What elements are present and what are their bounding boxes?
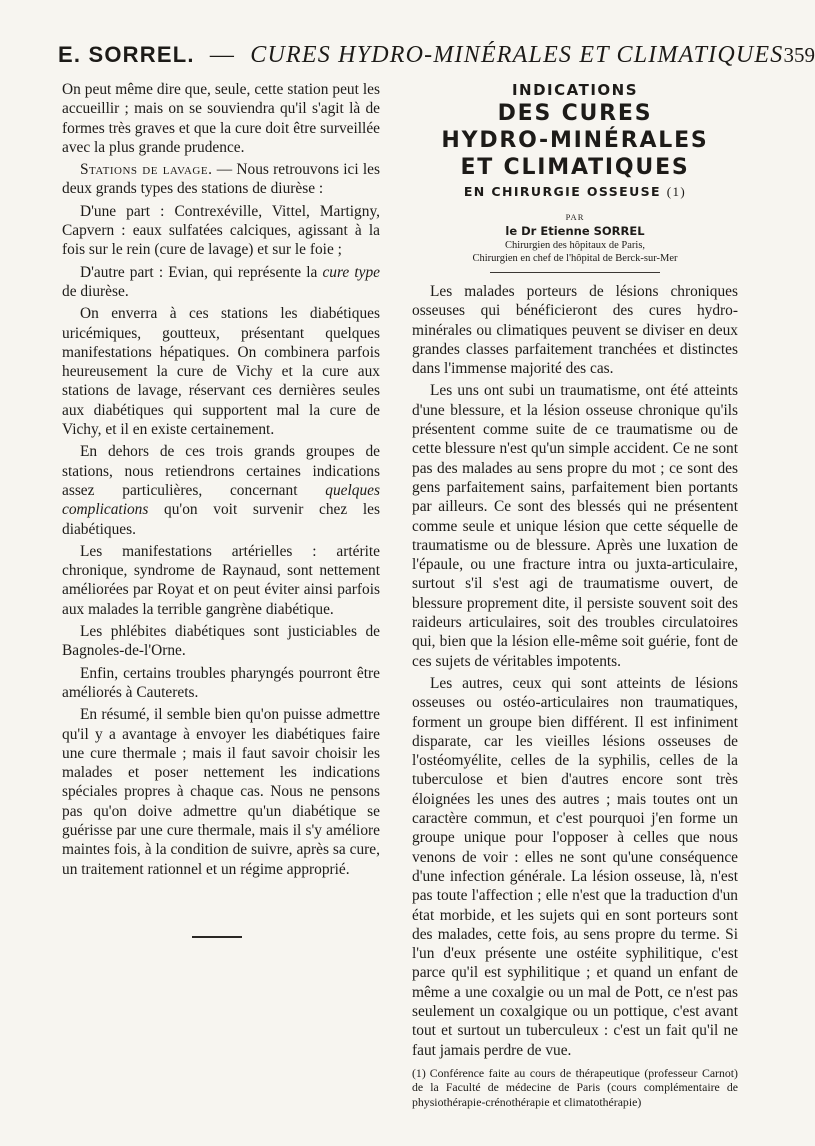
paragraph [62,442,380,538]
right-column [412,80,738,1109]
paragraph: Les manifestations artérielles : artérite chronique, syndrome de Raynaud, sont nettement améliorées par Royat et on peut éviter ainsi parfois aux malades la terrible gangrène diabétique. [62,542,380,618]
author-affiliation: Chirurgien en chef de l'hôpital de Berck-sur-Mer [472,253,678,264]
paragraph: Les malades porteurs de lésions chroniques osseuses qui bénéficieront des cures hydro-minérales ou climatiques peuvent se diviser en deux grandes classes parfaitement tranchées et distinctes dans l'immense majorité des cas. [412,283,738,378]
italic-term: cure type [322,263,380,281]
header-title: CURES HYDRO-MINÉRALES ET CLIMATIQUES [250,42,784,68]
byline-par: PAR [565,212,585,222]
header-separator: — [209,42,236,68]
paragraph-text: En dehors de ces trois grands groupes de stations, nous retiendrons certaines indications assez particulières, concernant [62,443,380,499]
subtitle-text: EN CHIRURGIE OSSEUSE [463,184,661,199]
title-line: HYDRO-MINÉRALES [441,128,709,153]
byline-rule [490,272,660,273]
paragraph: D'une part : Contrexéville, Vittel, Martigny, Capvern : eaux sulfatées calciques, agissant à la fois sur le rein (cure de lavage) et sur le foie ; [62,202,380,259]
running-title [58,42,783,69]
paragraph: Les phlébites diabétiques sont justiciables de Bagnoles-de-l'Orne. [62,623,380,660]
paragraph: Les uns ont subi un traumatisme, ont été atteints d'une blessure, et la lésion osseuse chronique qu'ils présentent comme suite de ce traumatisme ou de cette blessure n'est qu'un simple accident. Ce ne sont pas des malades au sens propre du mot ; ce sont des gens parfaitement sains, parfaitement bien portants par ailleurs. Ce sont des blessés qui ne présentent comme seule et unique lésion que cette séquelle de traumatisme ou de blessure. Après une luxation de l'épaule, ou une fracture intra ou juxta-articulaire, surtout s'il s'est agi de traumatisme ouvert, de blessure proprement dite, il persiste souvent soit des raideurs articulaires, soit des troubles circulatoires qui, bien que la lésion elle-même soit guérie, font de ces sujets de véritables impotents. [412,382,738,670]
paragraph [62,160,380,199]
paragraph-text: — Nous retrouvons ici les deux grands types des stations de diurèse : [62,161,380,198]
author-name: le Dr Etienne SORREL [505,224,645,238]
paragraph [62,263,380,302]
paragraph-text: D'autre part : Evian, qui représente la [80,263,323,281]
byline [412,211,738,265]
paragraph-text: qu'on voit survenir chez les diabétiques. [62,501,380,538]
left-column [62,80,380,879]
paragraph: En résumé, il semble bien qu'on puisse admettre qu'il y a avantage à envoyer les diabétiques faire une cure thermale ; mais il faut savoir choisir les malades et poser nettement les indications spéciales propres à chaque cas. Nous ne pensons pas qu'on doive admettre qu'un diabétique se guérisse par une cure thermale, mais il s'y améliore maintes fois, à la condition de suivre, après sa cure, un traitement rationnel et un régime approprié. [62,706,380,878]
paragraph: On peut même dire que, seule, cette station peut les accueillir ; mais on se souviendra qu'il s'agit là de formes très graves et que la cure doit être surveillée avec la plus grande prudence. [62,81,380,156]
title-line: ET CLIMATIQUES [460,155,690,180]
header-author: E. SORREL. [58,42,195,67]
paragraph: Enfin, certains troubles pharyngés pourront être améliorés à Cauterets. [62,664,380,701]
running-header [58,42,815,76]
end-rule-wrap [62,888,380,938]
paragraph-text: de diurèse. [62,282,129,300]
article-subtitle [412,183,738,201]
footnote [412,1066,738,1110]
italic-term: quelques complications [62,481,380,519]
page-number: 359 [783,43,815,67]
footnote-mark: (1) [412,1065,426,1080]
title-line: DES CURES [497,101,653,126]
article-end-rule [192,936,242,938]
title-kicker: INDICATIONS [511,81,639,99]
section-lead: Stations de lavage. [80,161,213,179]
footnote-ref: (1) [666,184,687,199]
footnote-text: Conférence faite au cours de thérapeutique (professeur Carnot) de la Faculté de médecine de Paris (cours complémentaire de physiothérapie-crénothérapie et climatothérapie) [412,1065,738,1109]
author-affiliation: Chirurgien des hôpitaux de Paris, [504,240,646,251]
paragraph: Les autres, ceux qui sont atteints de lésions osseuses ou ostéo-articulaires non traumatiques, forment un groupe bien différent. Il est infiniment disparate, car les vieilles lésions osseuses de l'ostéomyélite, celles de la syphilis, celles de la tuberculose et bien d'autres encore sont très éloignées les unes des autres ; mais toutes ont un caractère commun, et c'est pourquoi j'en forme un groupe unique pour l'opposer à celles que nous venons de voir : elles ne sont qu'une conséquence d'une infection générale. La lésion osseuse, là, n'est pas toute l'affection ; elle n'est que la traduction d'un état morbide, et les sujets qui en sont porteurs sont des malades, cette fois, au sens propre du terme. Si l'un d'eux présente une ostéite syphilitique, c'est parce qu'il est syphilitique ; et quand un enfant de même a une coxalgie ou un mal de Pott, ce n'est pas seulement un coxalgique ou un pottique, c'est avant tout et surtout un tuberculeux : c'est un fait qu'il ne faut jamais perdre de vue. [412,674,738,1059]
paragraph: On enverra à ces stations les diabétiques uricémiques, goutteux, présentant quelques manifestations hépatiques. On combinera parfois heureusement la cure de Vichy et la cure aux stations de lavage, réservant ces dernières seules aux diabétiques qui supportent mal la cure de Vichy, et il en existe certainement. [62,305,380,439]
article-title-block [412,80,738,201]
